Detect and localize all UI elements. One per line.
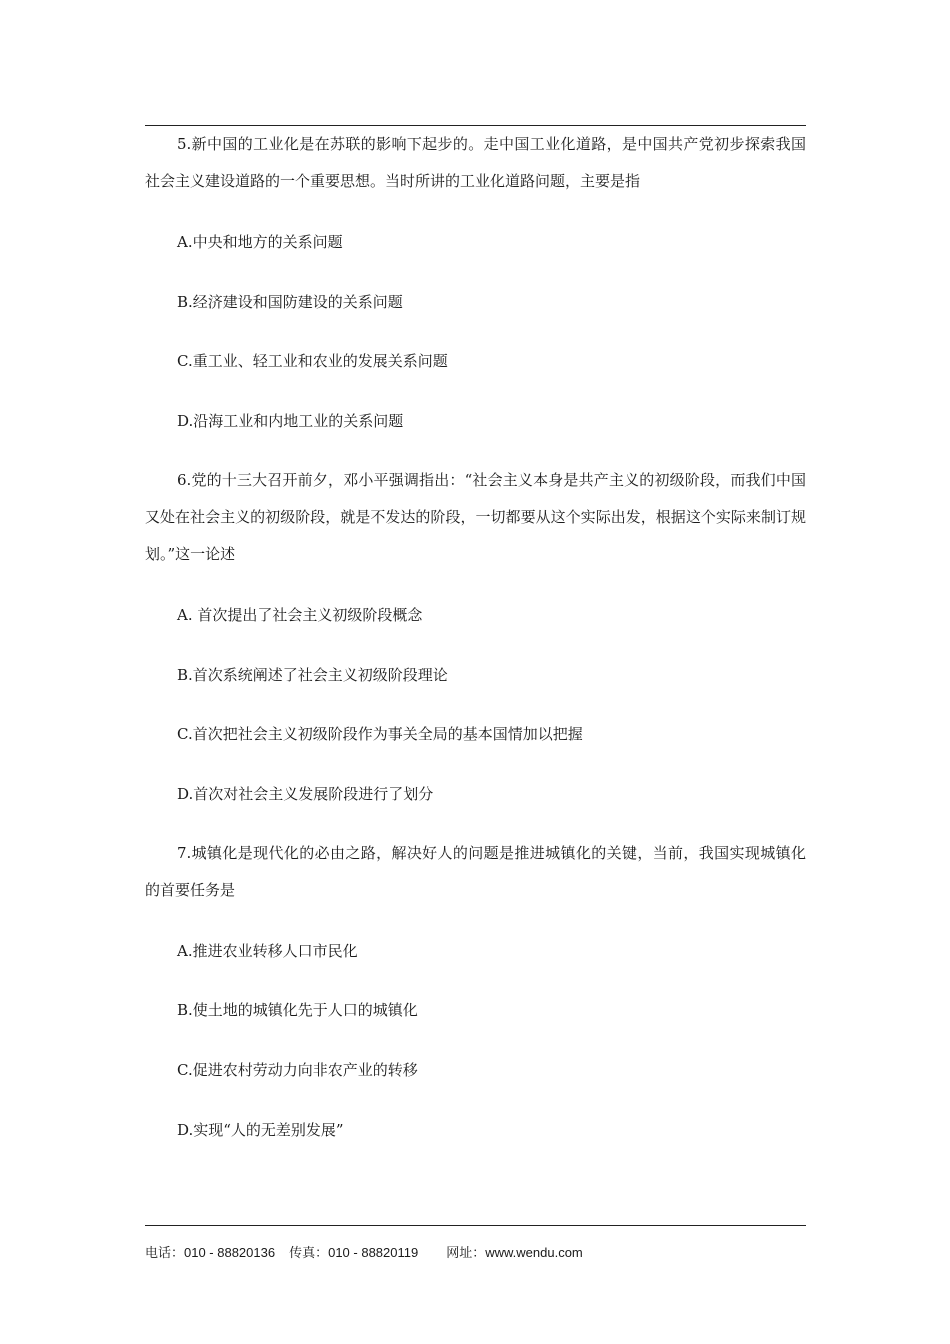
question-5-option-a: A.中央和地方的关系问题 bbox=[177, 233, 343, 251]
question-7-option-c: C.促进农村劳动力向非农产业的转移 bbox=[177, 1061, 418, 1079]
question-5-option-b: B.经济建设和国防建设的关系问题 bbox=[177, 293, 403, 311]
question-7-option-a: A.推进农业转移人口市民化 bbox=[177, 942, 358, 960]
question-7-option-b: B.使土地的城镇化先于人口的城镇化 bbox=[177, 1001, 418, 1019]
page-footer bbox=[145, 1243, 583, 1263]
question-5-stem: 5.新中国的工业化是在苏联的影响下起步的。走中国工业化道路，是中国共产党初步探索我国社会主义建设道路的一个重要思想。当时所讲的工业化道路问题，主要是指 bbox=[145, 135, 806, 190]
question-6-option-a: A. 首次提出了社会主义初级阶段概念 bbox=[177, 606, 423, 624]
question-5-option-c: C.重工业、轻工业和农业的发展关系问题 bbox=[177, 352, 448, 370]
question-6-option-b: B.首次系统阐述了社会主义初级阶段理论 bbox=[177, 666, 448, 684]
footer-phone: 电话：010 - 88820136 bbox=[145, 1245, 276, 1260]
question-6-stem: 6.党的十三大召开前夕，邓小平强调指出：“社会主义本身是共产主义的初级阶段，而我们中国又处在社会主义的初级阶段，就是不发达的阶段，一切都要从这个实际出发，根据这个实际来制订规划。”这一论述 bbox=[145, 471, 806, 563]
question-6-option-c: C.首次把社会主义初级阶段作为事关全局的基本国情加以把握 bbox=[177, 725, 583, 743]
question-7-stem: 7.城镇化是现代化的必由之路，解决好人的问题是推进城镇化的关键，当前，我国实现城镇化的首要任务是 bbox=[145, 844, 806, 899]
footer-website: 网址：www.wendu.com bbox=[446, 1245, 583, 1260]
question-7-option-d: D.实现“人的无差别发展” bbox=[177, 1121, 344, 1139]
question-5-option-d: D.沿海工业和内地工业的关系问题 bbox=[177, 412, 404, 430]
footer-rule bbox=[145, 1225, 806, 1226]
question-6-option-d: D.首次对社会主义发展阶段进行了划分 bbox=[177, 785, 434, 803]
footer-fax: 传真：010 - 88820119 bbox=[289, 1245, 419, 1260]
